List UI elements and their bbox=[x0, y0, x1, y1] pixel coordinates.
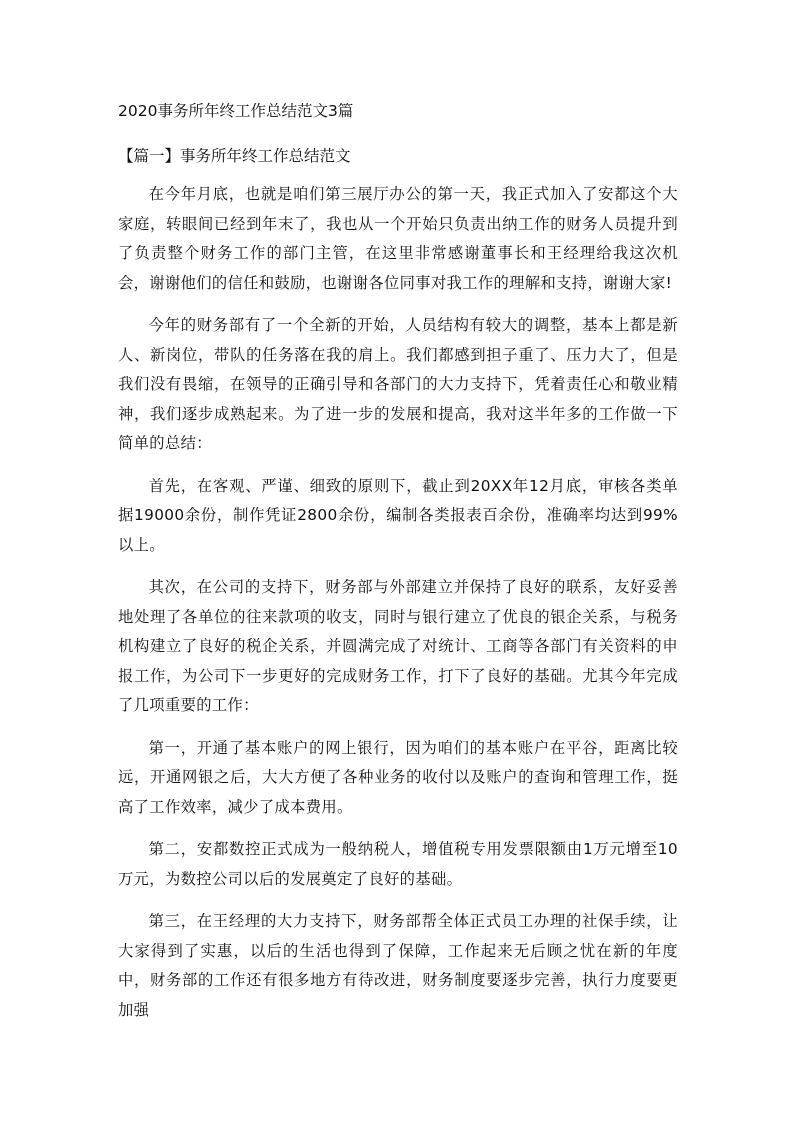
paragraph-3: 首先，在客观、严谨、细致的原则下，截止到20XX年12月底，审核各类单据19000余份，制作凭证2800余份，编制各类报表百余份，准确率均达到99%以上。 bbox=[118, 476, 678, 554]
document-title: 2020事务所年终工作总结范文3篇 bbox=[118, 102, 354, 120]
paragraph-4: 其次，在公司的支持下，财务部与外部建立并保持了良好的联系，友好妥善地处理了各单位的往来款项的收支，同时与银行建立了优良的银企关系，与税务机构建立了良好的税企关系，并圆满完成了对统计、工商等各部门有关资料的申报工作，为公司下一步更好的完成财务工作，打下了良好的基础。尤其今年完成了几项重要的工作： bbox=[118, 578, 678, 714]
paragraph-6: 第二，安都数控正式成为一般纳税人，增值税专用发票限额由1万元增至10万元，为数控公司以后的发展奠定了良好的基础。 bbox=[118, 840, 678, 888]
paragraph-2: 今年的财务部有了一个全新的开始，人员结构有较大的调整，基本上都是新人、新岗位，带队的任务落在我的肩上。我们都感到担子重了、压力大了，但是我们没有畏缩，在领导的正确引导和各部门的大力支持下，凭着责任心和敬业精神，我们逐步成熟起来。为了进一步的发展和提高，我对这半年多的工作做一下简单的总结： bbox=[118, 316, 678, 452]
document-body bbox=[118, 180, 678, 1038]
paragraph-5: 第一，开通了基本账户的网上银行，因为咱们的基本账户在平谷，距离比较远，开通网银之后，大大方便了各种业务的收付以及账户的查询和管理工作，挺高了工作效率，减少了成本费用。 bbox=[118, 738, 678, 816]
paragraph-1: 在今年月底，也就是咱们第三展厅办公的第一天，我正式加入了安都这个大家庭，转眼间已经到年末了，我也从一个开始只负责出纳工作的财务人员提升到了负责整个财务工作的部门主管，在这里非常感谢董事长和王经理给我这次机会，谢谢他们的信任和鼓励，也谢谢各位同事对我工作的理解和支持，谢谢大家! bbox=[118, 185, 678, 292]
paragraph-7: 第三，在王经理的大力支持下，财务部帮全体正式员工办理的社保手续，让大家得到了实惠，以后的生活也得到了保障，工作起来无后顾之忧在新的年度中，财务部的工作还有很多地方有待改进，财务制度要逐步完善，执行力度要更加强 bbox=[118, 912, 678, 1019]
section-heading: 【篇一】事务所年终工作总结范文 bbox=[118, 147, 351, 165]
